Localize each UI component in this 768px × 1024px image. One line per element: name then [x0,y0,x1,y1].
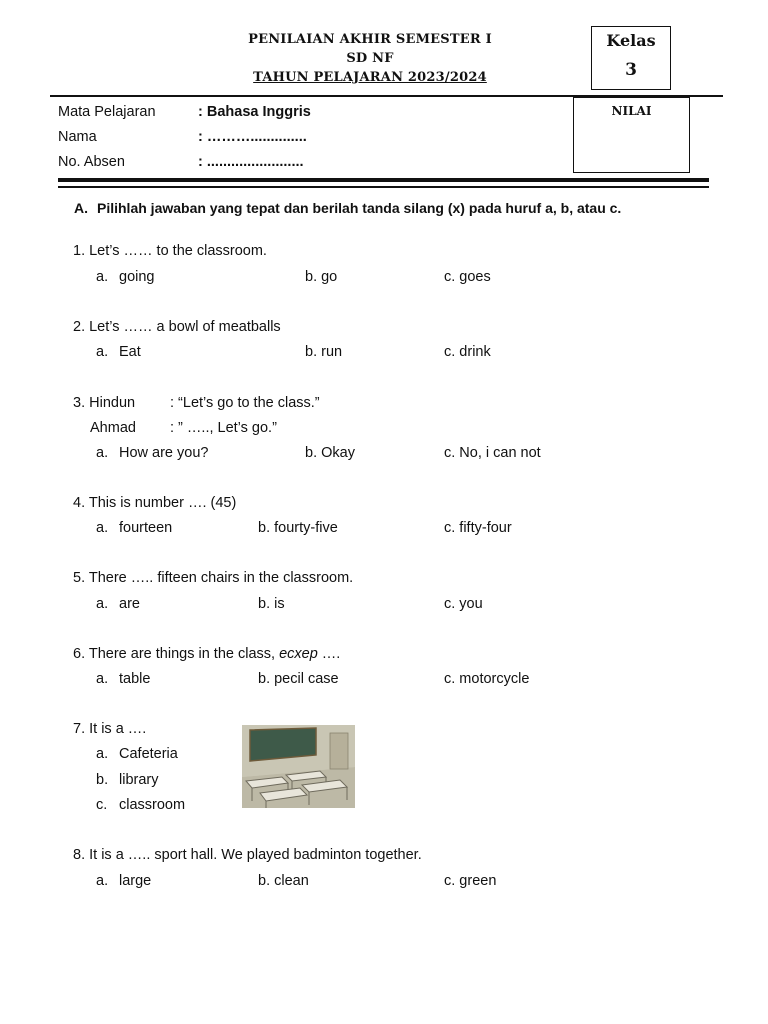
q2-option-b[interactable]: b. run [305,344,343,360]
subject-label: Mata Pelajaran [58,104,156,120]
class-label: Kelas [606,31,656,50]
q5-option-c[interactable]: c. you [444,596,483,612]
q4-option-a[interactable]: fourteen [119,520,173,536]
class-box [591,26,671,90]
q2-option-a-letter[interactable]: a. [96,344,109,360]
question-3-line-1: : “Let’s go to the class.” [170,395,320,411]
pic-door [330,733,348,769]
q7-option-a[interactable]: Cafeteria [119,746,178,762]
question-3-speaker-2: Ahmad [90,420,136,436]
question-2: 2. Let’s …… a bowl of meatballs [73,319,281,335]
question-1: 1. Let’s …… to the classroom. [73,243,267,259]
question-6-prefix: 6. There are things in the class, [73,646,280,662]
q1-option-b[interactable]: b. go [305,269,338,285]
q4-option-c[interactable]: c. fifty-four [444,520,512,536]
question-7: 7. It is a …. [73,721,147,737]
q8-option-a[interactable]: large [119,873,152,889]
q3-option-a-letter[interactable]: a. [96,445,109,461]
absen-label: No. Absen [58,154,125,170]
double-rule-thick [58,178,709,182]
q5-option-a[interactable]: are [119,596,140,612]
exam-title: PENILAIAN AKHIR SEMESTER I [248,32,492,47]
question-6-italic: ecxep [279,646,318,662]
question-4: 4. This is number …. (45) [73,495,237,511]
q7-option-a-letter[interactable]: a. [96,746,109,762]
school-name: SD NF [346,51,394,66]
academic-year: TAHUN PELAJARAN 2023/2024 [253,70,487,85]
section-letter: A. [74,200,88,216]
q4-option-b[interactable]: b. fourty-five [258,520,338,536]
academic-year-wrap [200,70,540,85]
q8-option-a-letter[interactable]: a. [96,873,109,889]
section-instruction: Pilihlah jawaban yang tepat dan berilah tanda silang (x) pada huruf a, b, atau c. [97,200,622,216]
q8-option-b[interactable]: b. clean [258,873,309,889]
question-8: 8. It is a ….. sport hall. We played badminton together. [73,847,422,863]
pic-chalkboard [250,728,316,761]
q7-option-c-letter[interactable]: c. [96,797,108,813]
q6-option-b[interactable]: b. pecil case [258,671,339,687]
q3-option-c[interactable]: c. No, i can not [444,445,541,461]
q4-option-a-letter[interactable]: a. [96,520,109,536]
q2-option-a[interactable]: Eat [119,344,141,360]
q5-option-a-letter[interactable]: a. [96,596,109,612]
class-value: 3 [625,60,637,80]
subject-value: : Bahasa Inggris [198,104,311,120]
q3-option-b[interactable]: b. Okay [305,445,355,461]
q6-option-a[interactable]: table [119,671,151,687]
score-label: NILAI [611,104,652,118]
question-3-line-2: : ” ….., Let’s go.” [170,420,277,436]
q5-option-b[interactable]: b. is [258,596,285,612]
q6-option-a-letter[interactable]: a. [96,671,109,687]
name-field[interactable]: : ……….............. [198,129,307,145]
q2-option-c[interactable]: c. drink [444,344,491,360]
double-rule-thin [58,186,709,188]
question-6-suffix: …. [317,646,341,662]
question-5: 5. There ….. fifteen chairs in the classroom. [73,570,354,586]
question-3-speaker-1: 3. Hindun [73,395,136,411]
q1-option-c[interactable]: c. goes [444,269,491,285]
name-label: Nama [58,129,97,145]
q1-option-a-letter[interactable]: a. [96,269,109,285]
q3-option-a[interactable]: How are you? [119,445,209,461]
q8-option-c[interactable]: c. green [444,873,497,889]
q7-option-b-letter[interactable]: b. [96,772,109,788]
score-box[interactable] [573,97,690,173]
q7-option-c[interactable]: classroom [119,797,186,813]
q7-option-b[interactable]: library [119,772,159,788]
q6-option-c[interactable]: c. motorcycle [444,671,530,687]
question-6 [73,646,340,662]
absen-field[interactable]: : ........................ [198,154,304,170]
classroom-illustration [242,725,355,808]
q1-option-a[interactable]: going [119,269,155,285]
